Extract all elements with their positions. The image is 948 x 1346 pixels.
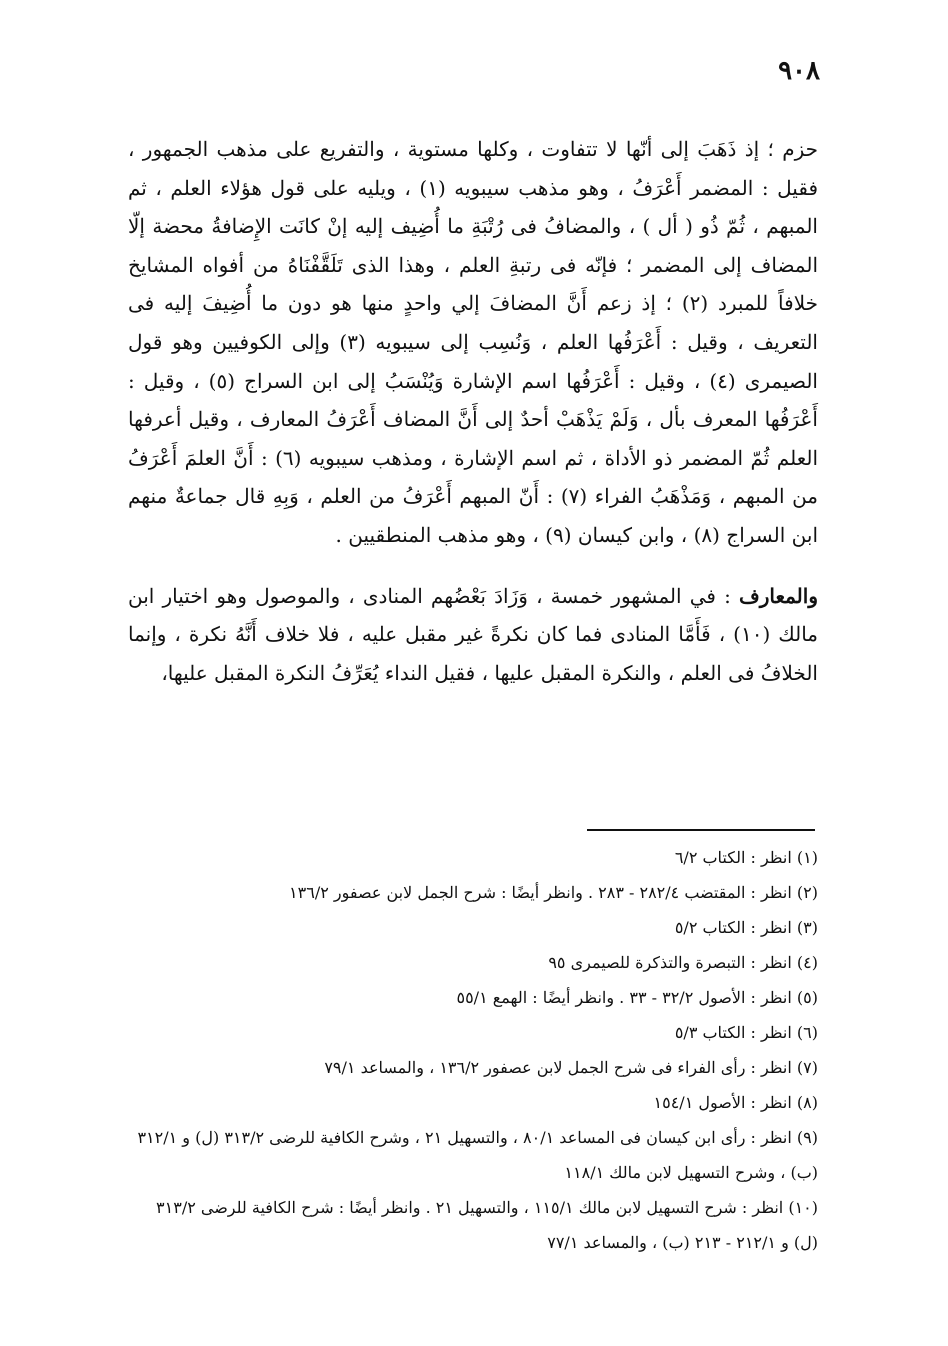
paragraph-1: حزم ؛ إذ ذَهَبَ إلى أنّها لا تتفاوت ، وكلها مستوية ، والتفريع على مذهب الجمهور ، فقيل : المضمر أَعْرَفُ ، وهو مذهب سيبويه (١) ، ويليه على قول هؤلاء العلم ، ثم المبهم ، ثُمّ ذُو ( أل ) ، والمضافُ فى رُتْبَةِ ما أُضِيف إليه إنْ كانَت الإِضافةُ محضة إلّا المضاف إلى المضمر ؛ فإنّه فى رتبةِ العلم ، وهذا الذى تَلَقَّفْنَاهُ من أفواه المشايخ خلافاً للمبرد (٢) ؛ إذ زعم أَنَّ المضافَ إلي واحدٍ منها هو دون ما أُضِيفَ إليه فى التعريف ، وقيل : أَعْرَفُها العلم ، وَنُسِب إلى سيبويه (٣) وإلى الكوفيين وهو قول الصيمرى (٤) ، وقيل : أَعْرَفُها اسم الإشارة وَيُنْسَبُ إلى ابن السراج (٥) ، وقيل : أَعْرَفُها المعرف بأل ، وَلَمْ يَذْهَبْ أحدٌ إلى أَنَّ المضاف أَعْرَفُ المعارف ، وقيل أعرفها العلم ثُمّ المضمر ذو الأداة ، ثم اسم الإشارة ، ومذهب سيبويه (٦) : أَنَّ العلمَ أَعْرَفُ من المبهم ، وَمَذْهَبُ الفراء (٧) : أَنّ المبهم أَعْرَفُ من العلم ، وَبِهِ قال جماعةٌ منهم ابن السراج (٨) ، وابن كيسان (٩) ، وهو مذهب المنطقيين . (128, 137, 819, 547)
footnote-4: (٤) انظر : التبصرة والتذكرة للصيمرى ٩٥ (548, 953, 818, 972)
footnote-1: (١) انظر : الكتاب ٦/٢ (674, 848, 818, 867)
footnote-9: (٩) انظر : رأى ابن كيسان فى المساعد ٨٠/١ ، والتسهيل ٢١ ، وشرح الكافية للرضى ٣١٣/٢ (ل) و ٣١٢/١ (ب) ، وشرح التسهيل لابن مالك ١١٨/١ (137, 1128, 818, 1182)
main-text (128, 130, 818, 692)
footnote-7: (٧) انظر : رأى الفراء فى شرح الجمل لابن عصفور ١٣٦/٢ ، والمساعد ٧٩/١ (324, 1058, 818, 1077)
paragraph-2 (128, 577, 818, 693)
paragraph-2-text: : في المشهور خمسة ، وَزَادَ بَعْضُهم المنادى ، والموصول وهو اختيار ابن مالك (١٠) ، فَأَمَّا المنادى فما كان نكرةً غير مقبل عليه ، فلا خلاف أَنَّهُ نكرة ، وإنما الخلافُ فى العلم ، والنكرة المقبل عليها ، فقيل النداء يُعَرِّفُ النكرة المقبل عليها، (128, 583, 818, 685)
page-number: ٩٠٨ (778, 56, 820, 86)
footnote-8: (٨) انظر : الأصول ١٥٤/١ (653, 1093, 818, 1112)
footnotes-list (128, 840, 818, 1260)
footnote-2: (٢) انظر : المقتضب ٢٨٢/٤ - ٢٨٣ . وانظر أيضًا : شرح الجمل لابن عصفور ١٣٦/٢ (289, 883, 818, 902)
footnote-5: (٥) انظر : الأصول ٣٢/٢ - ٣٣ . وانظر أيضًا : الهمع ٥٥/١ (456, 988, 818, 1007)
footnote-10: (١٠) انظر : شرح التسهيل لابن مالك ١١٥/١ ، والتسهيل ٢١ . وانظر أيضًا : شرح الكافية للرضى ٣١٣/٢ (ل) و ٢١٢/١ - ٢١٣ (ب) ، والمساعد ٧٧/١ (156, 1198, 818, 1252)
footnote-3: (٣) انظر : الكتاب ٥/٢ (674, 918, 818, 937)
paragraph-2-lead: والمعارف (738, 583, 818, 608)
footnote-6: (٦) انظر : الكتاب ٥/٣ (674, 1023, 818, 1042)
footnote-separator (587, 829, 815, 831)
